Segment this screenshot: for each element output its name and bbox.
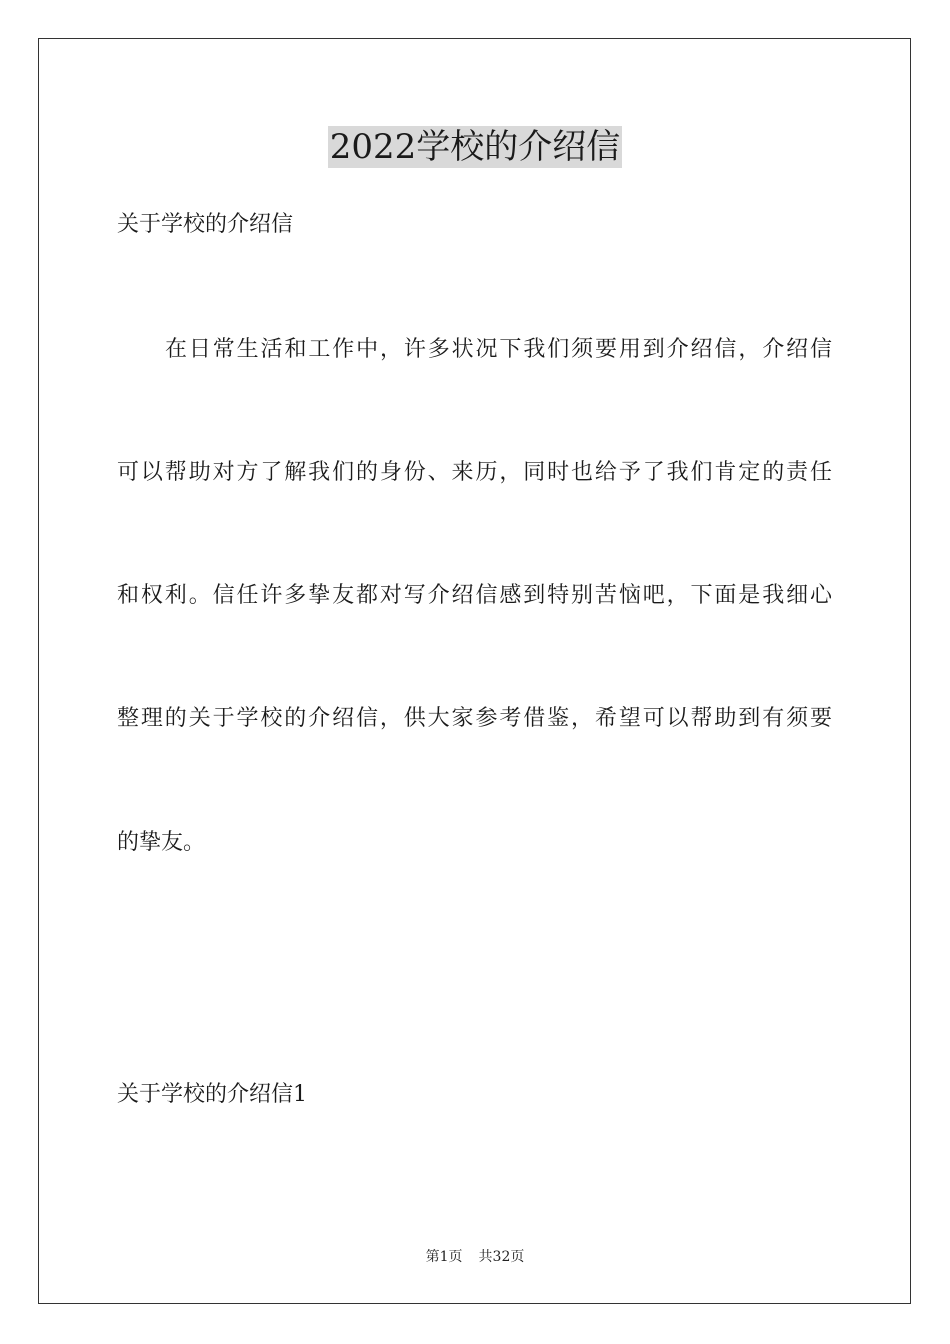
- intro-line-1: 在日常生活和工作中，许多状况下我们须要用到介绍信，介绍信: [165, 337, 832, 362]
- document-title: [0, 126, 950, 168]
- section-heading: 关于学校的介绍信1: [117, 1082, 307, 1107]
- page-total: 共32页: [478, 1249, 525, 1265]
- intro-line-2: 可以帮助对方了解我们的身份、来历，同时也给予了我们肯定的责任: [117, 460, 832, 485]
- document-subtitle: 关于学校的介绍信: [117, 212, 294, 237]
- page-footer: [0, 1247, 950, 1267]
- intro-line-4: 整理的关于学校的介绍信，供大家参考借鉴，希望可以帮助到有须要: [117, 706, 832, 731]
- document-title-text: 2022学校的介绍信: [329, 127, 621, 167]
- page-number: 第1页: [425, 1249, 463, 1265]
- intro-line-5: 的挚友。: [117, 830, 206, 855]
- intro-line-3: 和权利。信任许多挚友都对写介绍信感到特别苦恼吧，下面是我细心: [117, 583, 832, 608]
